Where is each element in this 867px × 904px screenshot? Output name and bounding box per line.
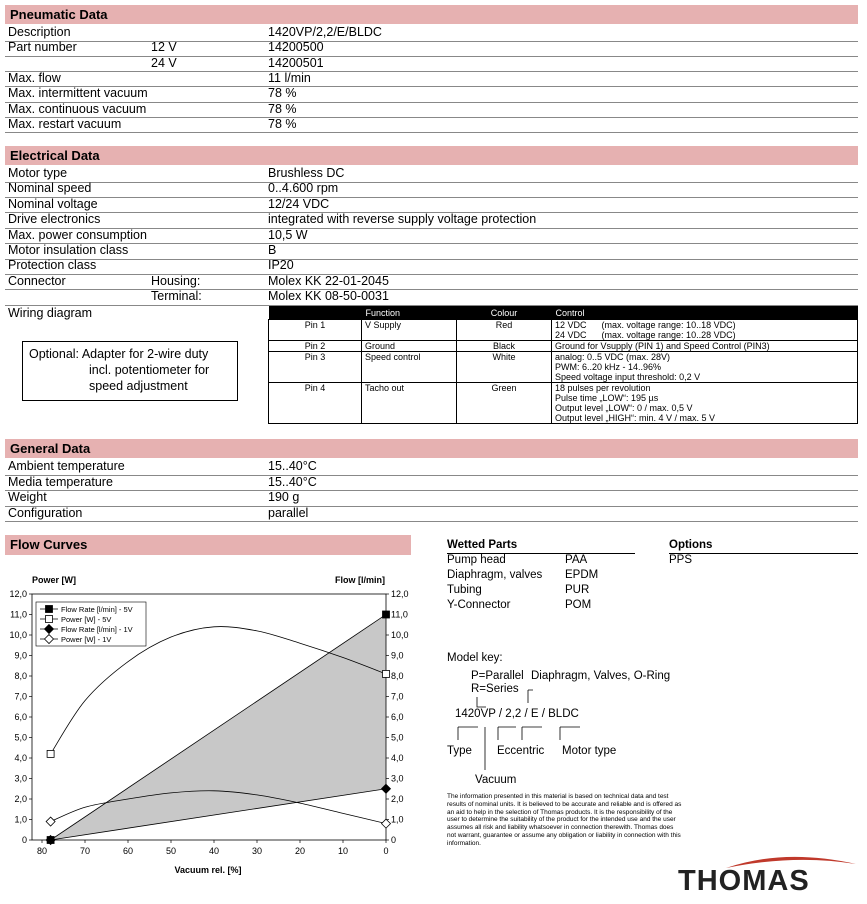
y2-tick-label: 11,0 <box>391 609 408 620</box>
pneumatic-row-sub: 12 V <box>151 40 177 55</box>
x-tick-label: 60 <box>122 846 134 856</box>
x-tick-label: 40 <box>208 846 220 856</box>
wiring-header-colour: Colour <box>457 306 552 320</box>
right-axis-title: Flow [l/min] <box>335 575 385 585</box>
y2-tick-label: 3,0 <box>391 773 404 784</box>
pneumatic-row-label: Max. continuous vacuum <box>8 101 147 116</box>
wiring-function: V Supply <box>362 320 457 341</box>
electrical-row-label: Nominal voltage <box>8 196 98 211</box>
thomas-logo: THOMAS <box>678 865 810 897</box>
pneumatic-row <box>5 25 858 42</box>
series-point-1 <box>47 750 54 757</box>
pneumatic-row-value: 14200501 <box>268 55 324 70</box>
y-tick-label: 1,0 <box>14 814 27 825</box>
y2-tick-label: 1,0 <box>391 814 404 825</box>
wiring-pin: Pin 1 <box>269 320 362 341</box>
y-tick-label: 12,0 <box>9 589 27 599</box>
general-row-label: Media temperature <box>8 474 113 489</box>
y-tick-label: 8,0 <box>14 671 27 681</box>
electrical-row <box>5 212 858 229</box>
wetted-part-name: Pump head <box>447 554 506 566</box>
section-header-flow-curves: Flow Curves <box>5 535 411 555</box>
model-key-eccentric: Eccentric <box>497 745 545 757</box>
electrical-row-value: B <box>268 243 277 257</box>
wiring-control-line: 24 VDC (max. voltage range: 10..28 VDC) <box>555 330 736 340</box>
wiring-control-line: Output level „HIGH“: min. 4 V / max. 5 V <box>555 413 716 423</box>
pneumatic-row-value: 78 % <box>268 116 297 131</box>
y-tick-label: 0 <box>21 835 27 845</box>
electrical-row <box>5 166 858 183</box>
wetted-part-material: POM <box>565 599 592 611</box>
y-tick-label: 9,0 <box>14 650 27 661</box>
pneumatic-row <box>5 86 858 103</box>
wiring-header-control: Control <box>552 306 858 320</box>
electrical-row-value: IP20 <box>268 258 294 273</box>
electrical-row-label: Max. power consumption <box>8 227 147 242</box>
y2-tick-label: 9,0 <box>391 650 404 661</box>
options-item: PPS <box>669 554 693 566</box>
wetted-part-name: Tubing <box>447 584 482 596</box>
general-row-value: 15..40°C <box>268 459 317 473</box>
wiring-control-line: 18 pulses per revolution <box>555 383 651 393</box>
wiring-control-line: Pulse time „LOW“: 195 µs <box>555 393 659 403</box>
legend-label: Power [W] - 1V <box>61 635 112 644</box>
y2-tick-label: 12,0 <box>391 589 409 599</box>
section-header-pneumatic: Pneumatic Data <box>5 5 858 24</box>
model-key-title: Model key: <box>447 652 503 664</box>
electrical-row-label: Motor type <box>8 166 68 180</box>
optional-adapter-box <box>22 341 238 401</box>
electrical-row <box>5 197 858 214</box>
y2-tick-label: 6,0 <box>391 712 404 722</box>
wiring-row <box>269 341 858 352</box>
wiring-pin: Pin 2 <box>269 341 362 352</box>
left-axis-title: Power [W] <box>32 575 76 585</box>
x-tick-label: 70 <box>79 846 91 856</box>
wetted-parts-title: Wetted Parts <box>447 538 635 554</box>
wetted-part-name: Y-Connector <box>447 599 511 611</box>
pneumatic-row <box>5 40 858 57</box>
wiring-control-line: analog: 0..5 VDC (max. 28V) <box>555 352 671 362</box>
wiring-pin: Pin 3 <box>269 352 362 383</box>
x-tick-label: 50 <box>165 846 177 856</box>
pneumatic-row-label: Max. intermittent vacuum <box>8 86 148 101</box>
wiring-control-line: Output level „LOW“: 0 / max. 0,5 V <box>555 403 693 413</box>
optional-line-3: speed adjustment <box>89 379 188 393</box>
optional-line-1: Optional: Adapter for 2-wire duty <box>29 347 209 361</box>
wiring-diagram-label: Wiring diagram <box>8 306 93 320</box>
legend-marker <box>46 616 53 623</box>
y-tick-label: 11,0 <box>10 609 27 620</box>
model-key-series: R=Series <box>471 683 519 695</box>
options-title: Options <box>669 538 858 554</box>
electrical-row <box>5 228 858 245</box>
electrical-row-sub: Housing: <box>151 273 201 288</box>
wetted-part-name: Diaphragm, valves <box>447 569 543 581</box>
y-tick-label: 4,0 <box>14 753 27 763</box>
electrical-row-value: 0..4.600 rpm <box>268 181 339 196</box>
series-point-3 <box>382 819 391 828</box>
y-tick-label: 5,0 <box>14 732 27 743</box>
model-key-vacuum: Vacuum <box>475 774 517 786</box>
y2-tick-label: 10,0 <box>391 630 409 640</box>
x-tick-label: 80 <box>36 846 48 856</box>
electrical-row <box>5 274 858 291</box>
pneumatic-row <box>5 117 858 134</box>
series-point-3 <box>46 817 55 826</box>
wiring-pin: Pin 4 <box>269 383 362 424</box>
electrical-row-value: 12/24 VDC <box>268 196 330 211</box>
pneumatic-row-label: Max. restart vacuum <box>8 116 122 131</box>
wiring-header-pin <box>269 306 362 320</box>
optional-line-2: incl. potentiometer for <box>89 363 210 377</box>
electrical-row-label: Protection class <box>8 258 97 273</box>
model-key-parallel: P=Parallel <box>471 670 524 682</box>
pneumatic-row-label: Description <box>8 25 71 39</box>
y-tick-label: 3,0 <box>14 773 27 784</box>
wiring-function: Ground <box>362 341 457 352</box>
electrical-row-value: Brushless DC <box>268 166 345 180</box>
general-row-label: Ambient temperature <box>8 459 125 473</box>
general-row <box>5 490 858 507</box>
electrical-row-value: Molex KK 22-01-2045 <box>268 273 389 288</box>
x-tick-label: 20 <box>294 846 306 856</box>
wiring-control-line: Speed voltage input threshold: 0,2 V <box>555 372 701 382</box>
wiring-control <box>552 320 858 341</box>
y2-tick-label: 5,0 <box>391 732 404 743</box>
model-key-brackets <box>440 680 600 775</box>
x-axis-title: Vacuum rel. [%] <box>174 865 242 875</box>
electrical-row-value: 10,5 W <box>268 227 308 242</box>
electrical-row-value: integrated with reverse supply voltage protection <box>268 212 537 227</box>
wiring-row <box>269 352 858 383</box>
legend-label: Power [W] - 5V <box>61 615 112 624</box>
wiring-control-line: Ground for Vsupply (PIN 1) and Speed Control (PIN3) <box>555 341 770 351</box>
y2-tick-label: 8,0 <box>391 671 404 681</box>
section-header-electrical: Electrical Data <box>5 146 858 165</box>
legend-marker <box>46 606 53 613</box>
general-row <box>5 506 858 523</box>
y2-tick-label: 4,0 <box>391 753 404 763</box>
y-tick-label: 7,0 <box>14 691 27 702</box>
wetted-part-material: PUR <box>565 584 590 596</box>
wiring-control <box>552 352 858 383</box>
electrical-row <box>5 258 858 275</box>
electrical-row-sub: Terminal: <box>151 289 202 304</box>
pneumatic-row-label: Part number <box>8 40 77 55</box>
pneumatic-row <box>5 71 858 88</box>
legend-label: Flow Rate [l/min] - 5V <box>61 605 133 614</box>
electrical-row <box>5 289 858 306</box>
legend-label: Flow Rate [l/min] - 1V <box>61 625 133 634</box>
pneumatic-row-value: 78 % <box>268 86 297 101</box>
model-key-code: 1420VP / 2,2 / E / BLDC <box>455 708 579 720</box>
model-key-type: Type <box>447 745 472 757</box>
electrical-row-value: Molex KK 08-50-0031 <box>268 289 389 304</box>
wiring-control <box>552 341 858 352</box>
y2-tick-label: 0 <box>391 835 397 845</box>
section-header-general: General Data <box>5 439 858 458</box>
pneumatic-row-value: 11 l/min <box>268 70 311 85</box>
wiring-colour: White <box>457 352 552 383</box>
wiring-control <box>552 383 858 424</box>
wiring-colour: Red <box>457 320 552 341</box>
general-row <box>5 475 858 492</box>
model-key-diaphragm: Diaphragm, Valves, O-Ring <box>531 670 671 682</box>
general-row-value: 15..40°C <box>268 474 317 489</box>
wiring-control-line: 12 VDC (max. voltage range: 10..18 VDC) <box>555 320 736 330</box>
wiring-colour: Green <box>457 383 552 424</box>
wiring-colour: Black <box>457 341 552 352</box>
x-tick-label: 0 <box>383 846 389 856</box>
y-tick-label: 6,0 <box>14 712 27 722</box>
electrical-row <box>5 243 858 260</box>
y-tick-label: 2,0 <box>14 794 27 804</box>
model-key-motor-type: Motor type <box>562 745 617 757</box>
pneumatic-row-value: 78 % <box>268 101 297 116</box>
pneumatic-row <box>5 56 858 73</box>
general-row-label: Configuration <box>8 505 83 520</box>
x-tick-label: 10 <box>337 846 349 856</box>
y2-tick-label: 7,0 <box>391 691 404 702</box>
wiring-table <box>268 306 858 424</box>
series-point-1 <box>383 670 390 677</box>
wetted-part-material: EPDM <box>565 569 599 581</box>
electrical-row <box>5 181 858 198</box>
wiring-function: Speed control <box>362 352 457 383</box>
pneumatic-row-value: 1420VP/2,2/E/BLDC <box>268 25 382 39</box>
flow-chart <box>0 566 420 880</box>
electrical-row-label: Motor insulation class <box>8 243 129 257</box>
electrical-row-label: Connector <box>8 273 66 288</box>
wiring-header-function: Function <box>362 306 457 320</box>
wetted-part-material: PAA <box>565 554 588 566</box>
general-row-value: 190 g <box>268 490 300 504</box>
general-row-value: parallel <box>268 505 309 520</box>
y2-tick-label: 2,0 <box>391 794 404 804</box>
disclaimer-text: The information presented in this material is based on technical data and test results of nominal units. It is believed to be accurate and reliable and is offered as an aid to help in the selection of Thomas products. It is the responsibility of the user to determine the suitability of the product for the intended use and the user assumes all risk and liability whatsoever in connection therewith. Thomas does not warrant, guarantee or assume any obligation or liability in connection with this information. <box>447 793 682 847</box>
x-tick-label: 30 <box>251 846 263 856</box>
pneumatic-row-label: Max. flow <box>8 70 61 85</box>
general-row <box>5 459 858 476</box>
wiring-control-line: PWM: 6..20 kHz - 14..96% <box>555 362 662 372</box>
wiring-row <box>269 383 858 424</box>
pneumatic-row-sub: 24 V <box>151 55 177 70</box>
pneumatic-row <box>5 102 858 119</box>
wiring-row <box>269 320 858 341</box>
electrical-row-label: Drive electronics <box>8 212 101 227</box>
series-point-0 <box>383 611 390 618</box>
pneumatic-row-value: 14200500 <box>268 40 324 55</box>
wiring-function: Tacho out <box>362 383 457 424</box>
electrical-row-label: Nominal speed <box>8 181 92 196</box>
general-row-label: Weight <box>8 490 47 504</box>
y-tick-label: 10,0 <box>9 630 27 640</box>
